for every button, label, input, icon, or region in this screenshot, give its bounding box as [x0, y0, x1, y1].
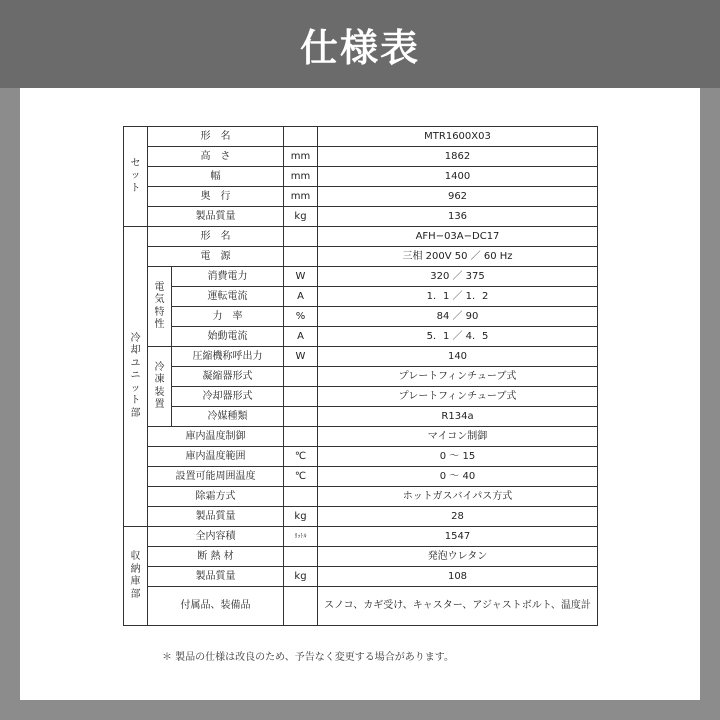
- row-value: マイコン制御: [318, 427, 598, 447]
- row-unit: mm: [284, 187, 318, 207]
- table-row: [124, 507, 598, 527]
- row-value: ホットガスバイパス方式: [318, 487, 598, 507]
- row-label: 庫内温度範囲: [148, 447, 284, 467]
- row-value: 0 ～ 40: [318, 467, 598, 487]
- row-value: 84 ／ 90: [318, 307, 598, 327]
- row-label: 除霜方式: [148, 487, 284, 507]
- row-value: 0 ～ 15: [318, 447, 598, 467]
- section-cooling-unit: 冷却ユニット部: [124, 227, 148, 527]
- table-row: [124, 467, 598, 487]
- table-row: [124, 227, 598, 247]
- row-value: スノコ、カギ受け、キャスター、アジャストボルト、温度計: [318, 587, 598, 626]
- row-unit: A: [284, 327, 318, 347]
- table-row: [124, 487, 598, 507]
- row-label: 製品質量: [148, 507, 284, 527]
- table-row: [124, 447, 598, 467]
- row-unit: %: [284, 307, 318, 327]
- row-value: 108: [318, 567, 598, 587]
- row-label: 設置可能周囲温度: [148, 467, 284, 487]
- table-row: [124, 147, 598, 167]
- section-set: セット: [124, 127, 148, 227]
- row-label: 始動電流: [172, 327, 284, 347]
- table-row: [124, 387, 598, 407]
- table-row: [124, 527, 598, 547]
- row-unit: W: [284, 347, 318, 367]
- row-label: 付属品、装備品: [148, 587, 284, 626]
- row-unit: [284, 387, 318, 407]
- row-label: 奥 行: [148, 187, 284, 207]
- row-unit: [284, 427, 318, 447]
- row-unit: kg: [284, 207, 318, 227]
- row-unit: [284, 127, 318, 147]
- row-label: 電 源: [148, 247, 284, 267]
- table-row: [124, 267, 598, 287]
- footnote: ＊ 製品の仕様は改良のため、予告なく変更する場合があります。: [162, 652, 454, 663]
- row-unit: ﾘｯﾄﾙ: [284, 527, 318, 547]
- row-unit: mm: [284, 147, 318, 167]
- row-value: プレートフィンチューブ式: [318, 387, 598, 407]
- table-row: [124, 287, 598, 307]
- row-unit: ℃: [284, 447, 318, 467]
- row-value: 1．1 ／ 1．2: [318, 287, 598, 307]
- row-value: 140: [318, 347, 598, 367]
- row-label: 製品質量: [148, 567, 284, 587]
- row-unit: mm: [284, 167, 318, 187]
- row-value: 320 ／ 375: [318, 267, 598, 287]
- table-row: [124, 307, 598, 327]
- table-row: [124, 587, 598, 626]
- row-unit: kg: [284, 507, 318, 527]
- row-value: 5．1 ／ 4．5: [318, 327, 598, 347]
- row-label: 運転電流: [172, 287, 284, 307]
- table-row: [124, 367, 598, 387]
- table-row: [124, 127, 598, 147]
- section-storage: 収納庫部: [124, 527, 148, 626]
- header-banner: [0, 0, 720, 88]
- row-unit: [284, 227, 318, 247]
- table-row: [124, 187, 598, 207]
- row-value: 発泡ウレタン: [318, 547, 598, 567]
- row-value: 962: [318, 187, 598, 207]
- row-label: 形 名: [148, 227, 284, 247]
- row-value: 136: [318, 207, 598, 227]
- row-label: 製品質量: [148, 207, 284, 227]
- row-label: 断 熱 材: [148, 547, 284, 567]
- row-unit: ℃: [284, 467, 318, 487]
- row-unit: [284, 247, 318, 267]
- row-label: 凝縮器形式: [172, 367, 284, 387]
- row-label: 冷媒種類: [172, 407, 284, 427]
- row-value: プレートフィンチューブ式: [318, 367, 598, 387]
- table-row: [124, 547, 598, 567]
- table-row: [124, 247, 598, 267]
- row-value: 1400: [318, 167, 598, 187]
- row-value: 1547: [318, 527, 598, 547]
- row-unit: [284, 367, 318, 387]
- row-value: AFH−03A−DC17: [318, 227, 598, 247]
- row-label: 庫内温度制御: [148, 427, 284, 447]
- row-value: MTR1600X03: [318, 127, 598, 147]
- row-label: 冷却器形式: [172, 387, 284, 407]
- row-label: 幅: [148, 167, 284, 187]
- subsection-refrigeration: 冷凍装置: [148, 347, 172, 427]
- row-unit: W: [284, 267, 318, 287]
- row-label: 消費電力: [172, 267, 284, 287]
- row-unit: [284, 487, 318, 507]
- table-row: [124, 327, 598, 347]
- table-row: [124, 427, 598, 447]
- row-unit: [284, 587, 318, 626]
- row-unit: A: [284, 287, 318, 307]
- row-value: 三相 200V 50 ／ 60 Hz: [318, 247, 598, 267]
- table-row: [124, 567, 598, 587]
- row-unit: [284, 547, 318, 567]
- table-row: [124, 347, 598, 367]
- row-unit: kg: [284, 567, 318, 587]
- row-label: 形 名: [148, 127, 284, 147]
- table-row: [124, 407, 598, 427]
- row-label: 力 率: [172, 307, 284, 327]
- table-row: [124, 167, 598, 187]
- row-label: 高 さ: [148, 147, 284, 167]
- row-label: 全内容積: [148, 527, 284, 547]
- row-value: 1862: [318, 147, 598, 167]
- spec-table: [123, 126, 598, 626]
- row-unit: [284, 407, 318, 427]
- row-value: 28: [318, 507, 598, 527]
- spec-sheet: [20, 88, 700, 700]
- row-value: R134a: [318, 407, 598, 427]
- subsection-electrical: 電気特性: [148, 267, 172, 347]
- page-title: 仕様表: [299, 25, 420, 70]
- table-row: [124, 207, 598, 227]
- row-label: 圧縮機称呼出力: [172, 347, 284, 367]
